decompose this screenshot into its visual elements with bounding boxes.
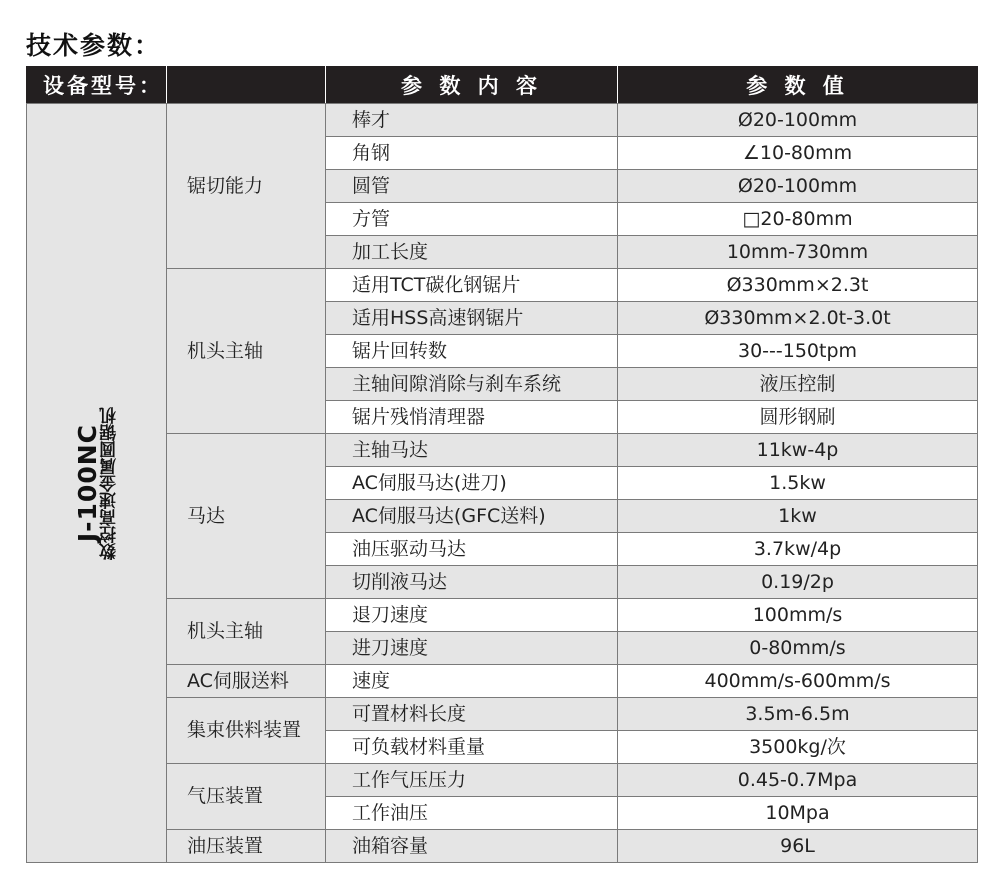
table-row [27, 698, 978, 731]
param-value: 液压控制 [618, 368, 978, 401]
param-value: 11kw-4p [618, 434, 978, 467]
table-row [27, 830, 978, 863]
header-model: 设备型号： [27, 66, 167, 104]
param-name: 主轴马达 [326, 434, 618, 467]
param-value: 30---150tpm [618, 335, 978, 368]
param-name: 油箱容量 [326, 830, 618, 863]
param-value: 10mm-730mm [618, 236, 978, 269]
param-name: 可置材料长度 [326, 698, 618, 731]
param-name: AC伺服马达(GFC送料) [326, 500, 618, 533]
param-value: □20-80mm [618, 203, 978, 236]
param-value: Ø330mm×2.3t [618, 269, 978, 302]
param-name: 适用HSS高速钢锯片 [326, 302, 618, 335]
param-value: 1.5kw [618, 467, 978, 500]
model-cell [27, 104, 167, 863]
param-value: 3.7kw/4p [618, 533, 978, 566]
param-name: 进刀速度 [326, 632, 618, 665]
table-row [27, 599, 978, 632]
param-name: 速度 [326, 665, 618, 698]
group-label: 集束供料装置 [167, 698, 326, 764]
param-name: 方管 [326, 203, 618, 236]
param-value: 0-80mm/s [618, 632, 978, 665]
table-row [27, 104, 978, 137]
group-label: 油压装置 [167, 830, 326, 863]
table-row [27, 434, 978, 467]
spec-table [26, 66, 978, 863]
header-value: 参 数 值 [618, 66, 978, 104]
param-value: Ø20-100mm [618, 170, 978, 203]
table-row [27, 665, 978, 698]
group-label: 机头主轴 [167, 599, 326, 665]
param-value: 0.19/2p [618, 566, 978, 599]
param-value: 100mm/s [618, 599, 978, 632]
param-value: 96L [618, 830, 978, 863]
param-value: Ø330mm×2.0t-3.0t [618, 302, 978, 335]
param-name: 锯片回转数 [326, 335, 618, 368]
table-row [27, 764, 978, 797]
param-name: 主轴间隙消除与刹车系统 [326, 368, 618, 401]
param-name: 棒才 [326, 104, 618, 137]
param-name: 加工长度 [326, 236, 618, 269]
group-label: 气压装置 [167, 764, 326, 830]
group-label: 锯切能力 [167, 104, 326, 269]
param-value: 1kw [618, 500, 978, 533]
spec-table-body [27, 104, 978, 863]
page-title: 技术参数： [26, 31, 162, 60]
param-name: 工作气压压力 [326, 764, 618, 797]
group-label: 机头主轴 [167, 269, 326, 434]
param-name: 适用TCT碳化钢锯片 [326, 269, 618, 302]
param-value: Ø20-100mm [618, 104, 978, 137]
param-name: 可负载材料重量 [326, 731, 618, 764]
model-name: 数控高速金属圆锯机 [99, 406, 120, 560]
param-name: 油压驱动马达 [326, 533, 618, 566]
model-code: J-100NC [72, 423, 102, 543]
param-name: 切削液马达 [326, 566, 618, 599]
param-name: 锯片残悄清理器 [326, 401, 618, 434]
param-value: 3.5m-6.5m [618, 698, 978, 731]
group-label: 马达 [167, 434, 326, 599]
param-name: 退刀速度 [326, 599, 618, 632]
param-value: 圆形钢刷 [618, 401, 978, 434]
param-value: 0.45-0.7Mpa [618, 764, 978, 797]
table-header-row [27, 66, 978, 104]
param-value: 400mm/s-600mm/s [618, 665, 978, 698]
header-param: 参 数 内 容 [326, 66, 618, 104]
param-value: 3500kg/次 [618, 731, 978, 764]
param-value: 10Mpa [618, 797, 978, 830]
param-value: ∠10-80mm [618, 137, 978, 170]
param-name: 角钢 [326, 137, 618, 170]
group-label: AC伺服送料 [167, 665, 326, 698]
header-group [167, 66, 326, 104]
param-name: 工作油压 [326, 797, 618, 830]
param-name: AC伺服马达(进刀) [326, 467, 618, 500]
param-name: 圆管 [326, 170, 618, 203]
table-row [27, 269, 978, 302]
